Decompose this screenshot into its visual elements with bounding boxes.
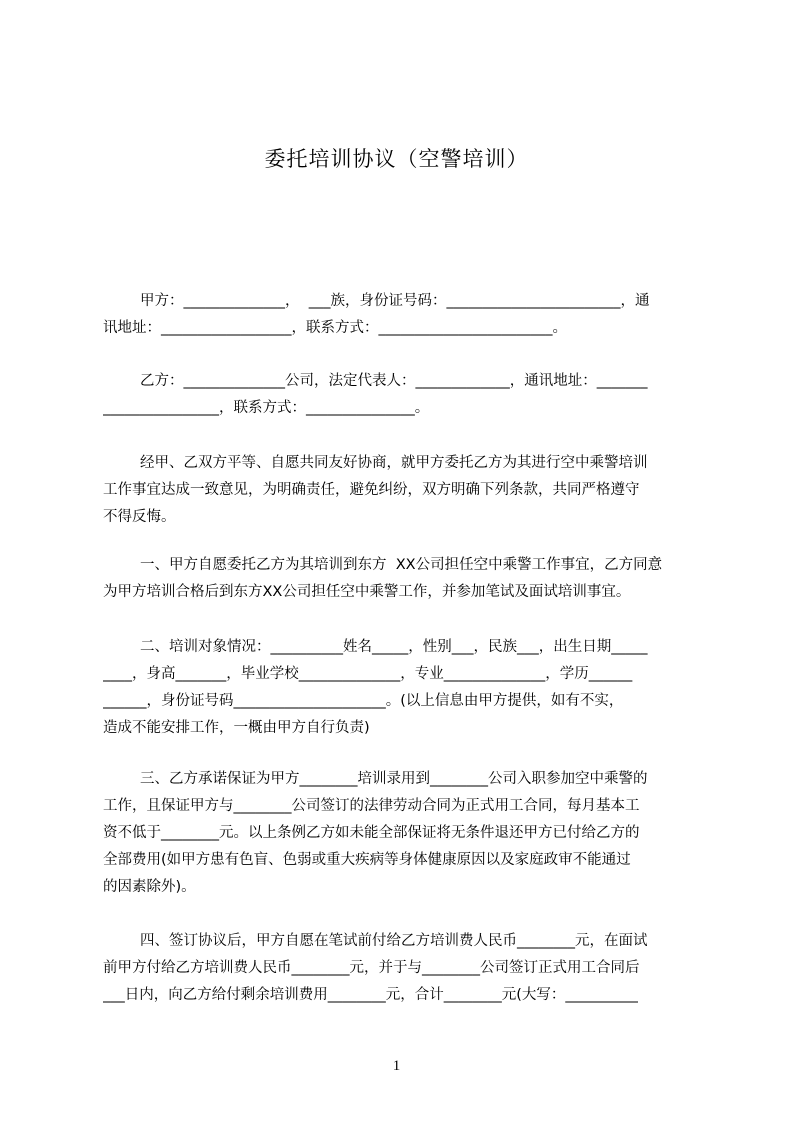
text-line: 乙方：______________公司，法定代表人：_____________，通讯地址：_______	[140, 373, 648, 389]
text-line: 造成不能安排工作，一概由甲方自行负责)	[103, 720, 370, 736]
document-title: 委托培训协议（空警培训）	[264, 147, 529, 171]
text-line: 经甲、乙双方平等、自愿共同友好协商，就甲方委托乙方为其进行空中乘警培训	[140, 455, 648, 471]
text-line: 全部费用(如甲方患有色盲、色弱或重大疾病等身体健康原因以及家庭政审不能通过	[103, 852, 631, 868]
text-line: 三、乙方承诺保证为甲方________培训录用到________公司入职参加空中乘警的	[140, 771, 648, 787]
party-a-paragraph	[103, 288, 703, 342]
text-line: 一、甲方自愿委托乙方为其培训到东方 XX公司担任空中乘警工作事宜，乙方同意	[140, 557, 663, 573]
text-line: 四、签订协议后，甲方自愿在笔试前付给乙方培训费人民币________元，在面试	[140, 933, 648, 949]
text-line: 工作，且保证甲方与________公司签订的法律劳动合同为正式用工合同，每月基本工	[103, 798, 640, 814]
text-line: 为甲方培训合格后到东方XX公司担任空中乘警工作，并参加笔试及面试培训事宜。	[103, 584, 631, 600]
clause-4-paragraph	[103, 928, 703, 1009]
clause-1-paragraph	[103, 552, 703, 606]
page-number: 1	[392, 1058, 401, 1074]
text-line: ___日内，向乙方给付剩余培训费用________元，合计________元(大写：__________	[103, 987, 638, 1003]
text-line: 二、培训对象情况：__________姓名_____，性别___，民族___，出生日期_____	[140, 639, 648, 655]
text-line: 工作事宜达成一致意见，为明确责任，避免纠纷，双方明确下列条款，共同严格遵守	[103, 482, 640, 498]
text-line: 不得反悔。	[103, 509, 176, 525]
text-line: ____，身高_______，毕业学校______________，专业______________，学历______	[103, 666, 633, 682]
text-line: ________________，联系方式：_______________。	[103, 400, 430, 416]
clause-2-paragraph	[103, 634, 703, 742]
text-line: 的因素除外)。	[103, 879, 196, 895]
clause-3-paragraph	[103, 766, 703, 901]
party-b-paragraph	[103, 368, 703, 422]
text-line: 甲方：______________， ___族，身份证号码：________________________，通	[140, 293, 650, 309]
text-line: 资不低于________元。以上条例乙方如未能全部保证将无条件退还甲方已付给乙方的	[103, 825, 640, 841]
text-line: ______，身份证号码_____________________。(以上信息由甲方提供，如有不实，	[103, 693, 624, 709]
preamble-paragraph	[103, 450, 703, 531]
text-line: 前甲方付给乙方培训费人民币________元，并于与________公司签订正式用工合同后	[103, 960, 640, 976]
text-line: 讯地址：__________________，联系方式：________________________。	[103, 320, 567, 336]
